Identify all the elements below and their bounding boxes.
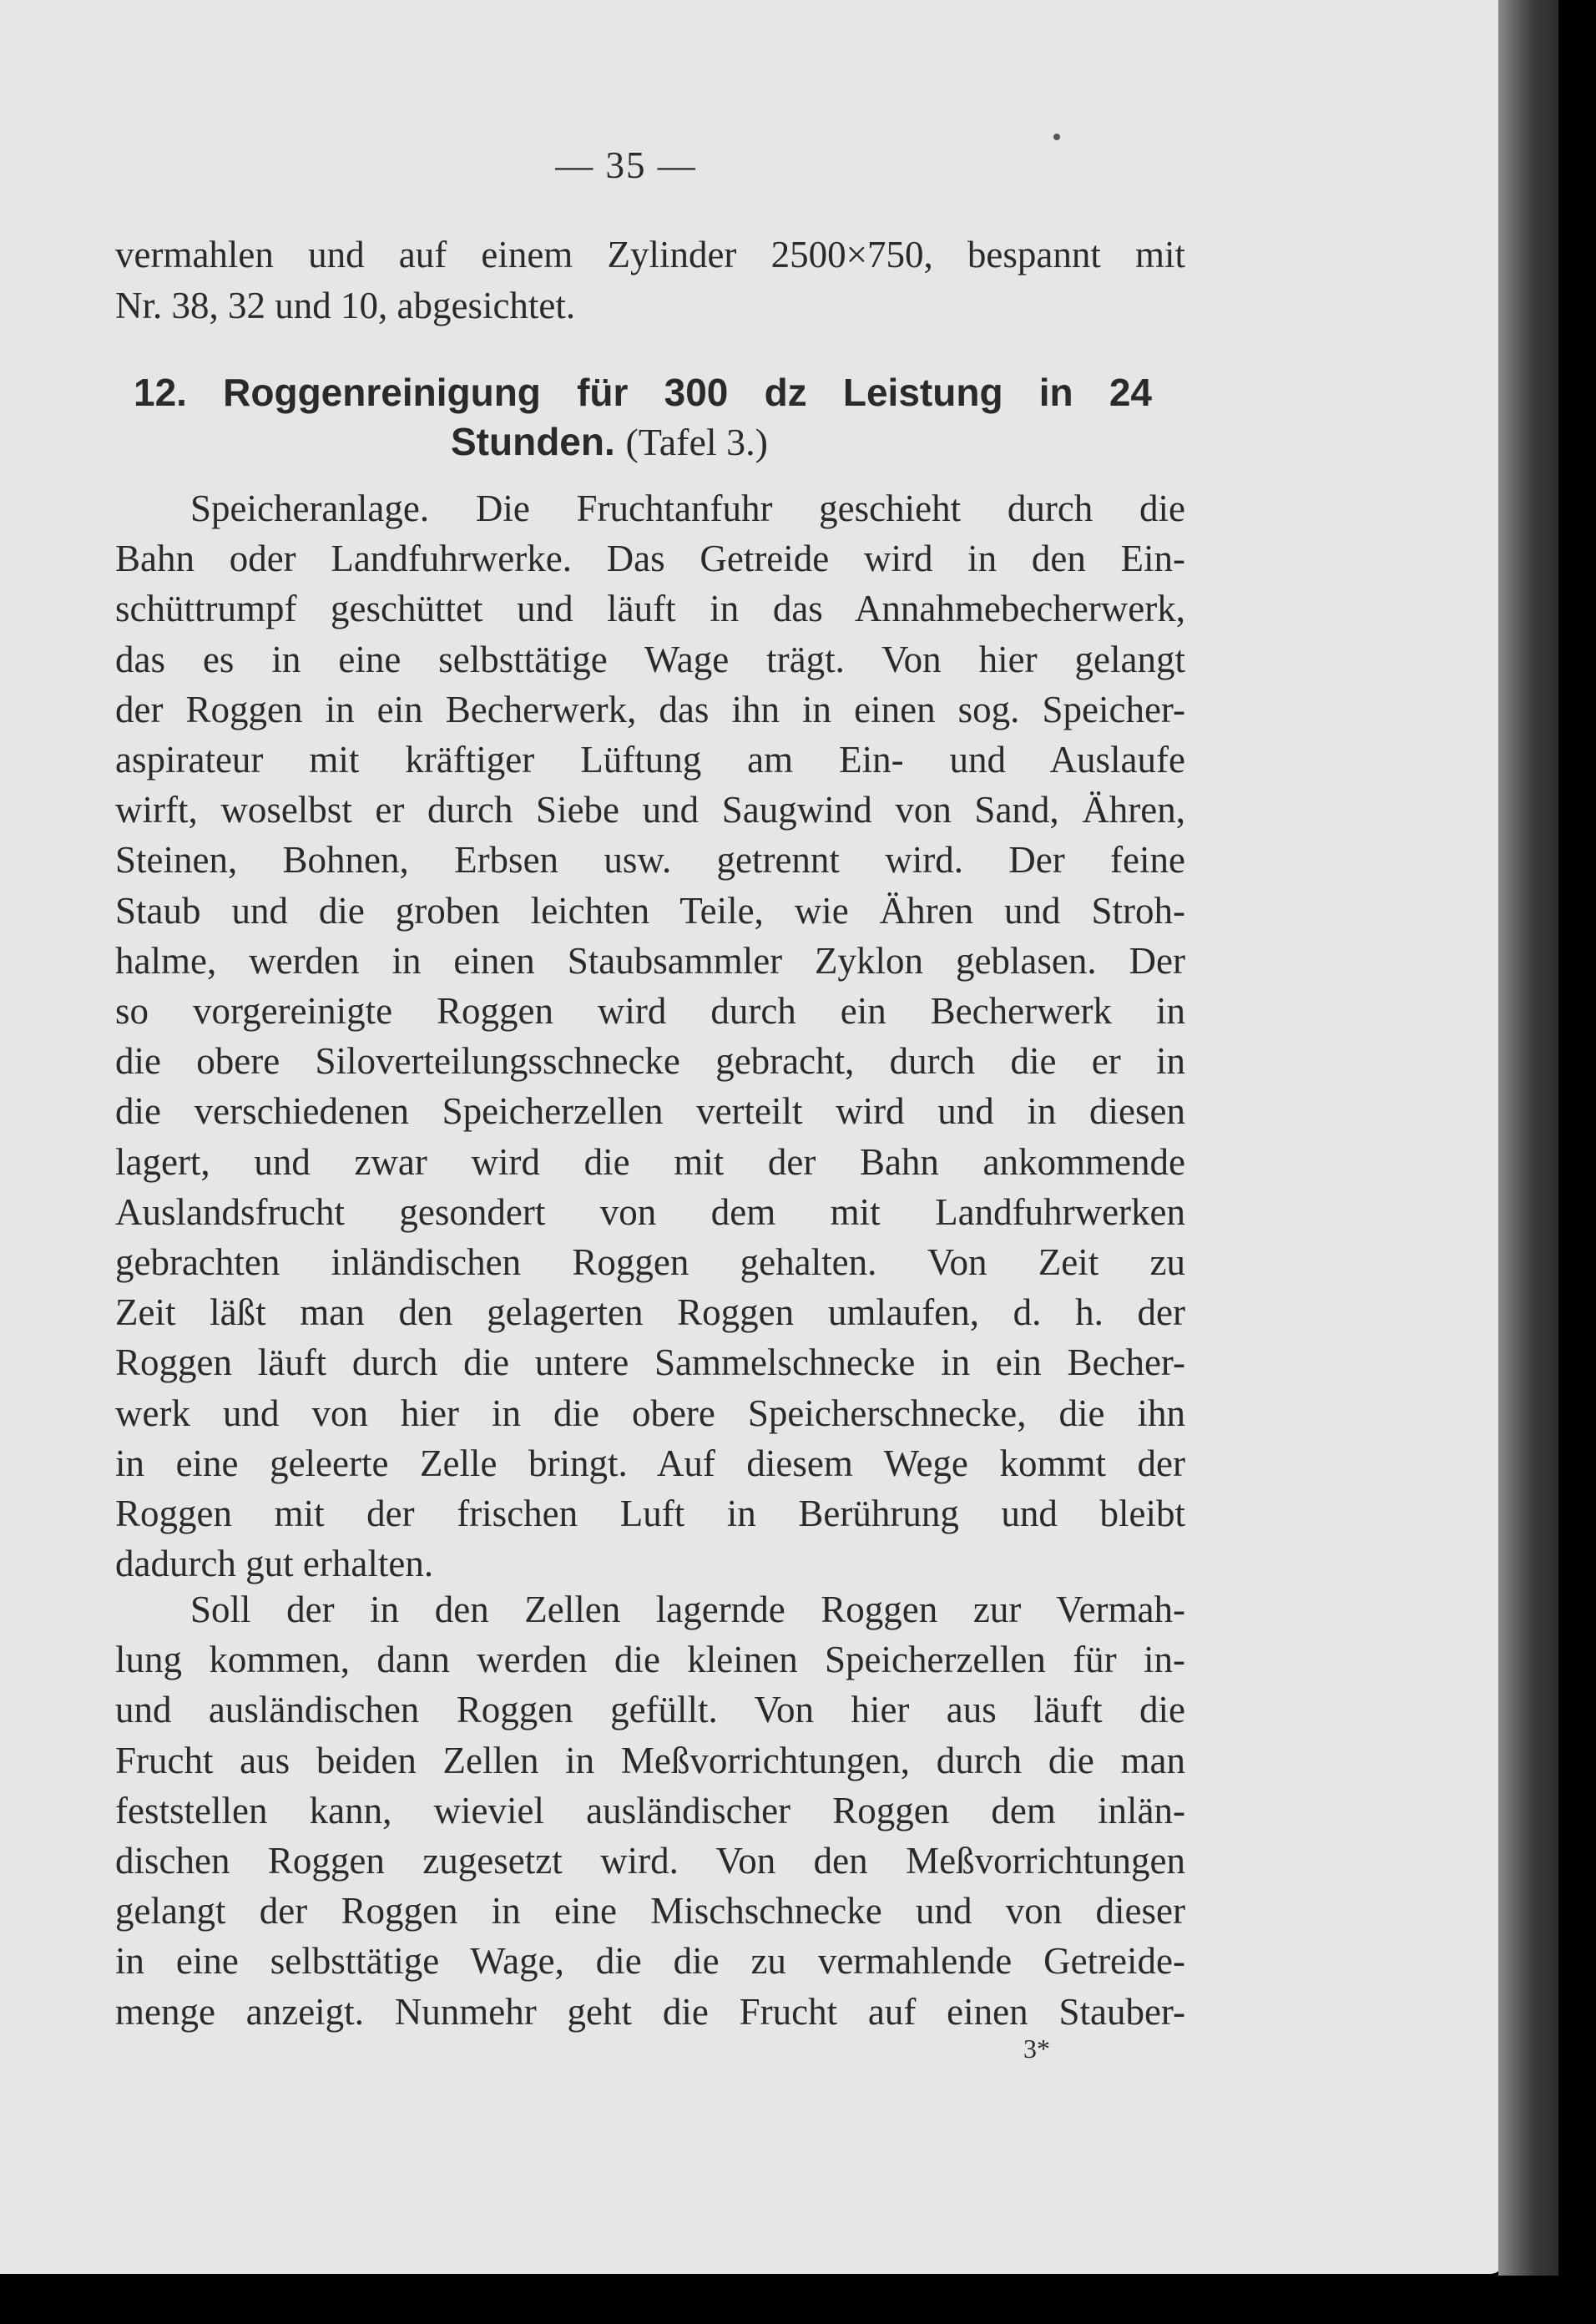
intro-line: Nr. 38, 32 und 10, abgesichtet. — [115, 285, 576, 326]
text-line: aspirateur mit kräftiger Lüftung am Ein- und Auslaufe — [115, 739, 1185, 781]
text-line: Staub und die groben leichten Teile, wie Ähren und Stroh- — [115, 889, 1185, 932]
text-line: feststellen kann, wieviel ausländischer Roggen dem inlän- — [115, 1789, 1185, 1831]
text-line: Frucht aus beiden Zellen in Meßvorrichtungen, durch die man — [115, 1739, 1185, 1781]
text-line: Auslandsfrucht gesondert von dem mit Landfuhrwerken — [115, 1190, 1185, 1233]
text-line: in eine geleerte Zelle bringt. Auf diesem Wege kommt der — [115, 1442, 1185, 1484]
text-line: Roggen mit der frischen Luft in Berührung und bleibt — [115, 1493, 1185, 1534]
text-line: Zeit läßt man den gelagerten Roggen umlaufen, d. h. der — [115, 1291, 1185, 1334]
text-line: dadurch gut erhalten. — [115, 1543, 434, 1585]
text-line: das es in eine selbsttätige Wage trägt. Von hier gelangt — [115, 638, 1185, 680]
text-line: und ausländischen Roggen gefüllt. Von hier aus läuft die — [115, 1689, 1185, 1731]
heading-bold: Stunden. — [451, 420, 615, 463]
section-heading-line2 — [451, 418, 768, 466]
text-line: gebrachten inländischen Roggen gehalten. Von Zeit zu — [115, 1241, 1185, 1283]
text-line: Steinen, Bohnen, Erbsen usw. getrennt wird. Der feine — [115, 839, 1185, 882]
intro-line: vermahlen und auf einem Zylinder 2500×750, bespannt mit — [115, 234, 1185, 275]
text-line: werk und von hier in die obere Speicherschnecke, die ihn — [115, 1392, 1185, 1434]
page-edge-shadow — [1498, 0, 1558, 2276]
text-line: so vorgereinigte Roggen wird durch ein Becherwerk in — [115, 990, 1185, 1032]
text-line: wirft, woselbst er durch Siebe und Saugwind von Sand, Ähren, — [115, 789, 1185, 831]
text-line: lagert, und zwar wird die mit der Bahn ankommende — [115, 1140, 1185, 1183]
text-line: die obere Siloverteilungsschnecke gebracht, durch die er in — [115, 1040, 1185, 1083]
text-line: halme, werden in einen Staubsammler Zyklon geblasen. Der — [115, 939, 1185, 982]
text-line: Soll der in den Zellen lagernde Roggen zur Vermah- — [190, 1589, 1185, 1630]
text-line: lung kommen, dann werden die kleinen Speicherzellen für in- — [115, 1639, 1185, 1681]
text-line: gelangt der Roggen in eine Mischschnecke und von dieser — [115, 1890, 1185, 1932]
text-line: dischen Roggen zugesetzt wird. Von den Meßvorrichtungen — [115, 1840, 1185, 1882]
text-line: Roggen läuft durch die untere Sammelschnecke in ein Becher- — [115, 1341, 1185, 1384]
text-line: menge anzeigt. Nunmehr geht die Frucht auf einen Stauber- — [115, 1990, 1185, 2033]
text-line: schüttrumpf geschüttet und läuft in das Annahmebecherwerk, — [115, 588, 1185, 630]
text-line: in eine selbsttätige Wage, die die zu vermahlende Getreide- — [115, 1940, 1185, 1983]
page-number: — 35 — — [555, 144, 697, 186]
signature-mark: 3* — [1023, 2034, 1050, 2064]
heading-plate-ref: (Tafel 3.) — [625, 421, 769, 463]
text-line: der Roggen in ein Becherwerk, das ihn in einen sog. Speicher- — [115, 688, 1185, 730]
section-heading: 12. Roggenreinigung für 300 dz Leistung in 24 — [134, 371, 1152, 414]
text-line: Speicheranlage. Die Fruchtanfuhr geschieht durch die — [190, 488, 1185, 529]
ink-speck — [1053, 134, 1060, 140]
text-line: die verschiedenen Speicherzellen verteilt wird und in diesen — [115, 1090, 1185, 1133]
text-line: Bahn oder Landfuhrwerke. Das Getreide wird in den Ein- — [115, 538, 1185, 580]
